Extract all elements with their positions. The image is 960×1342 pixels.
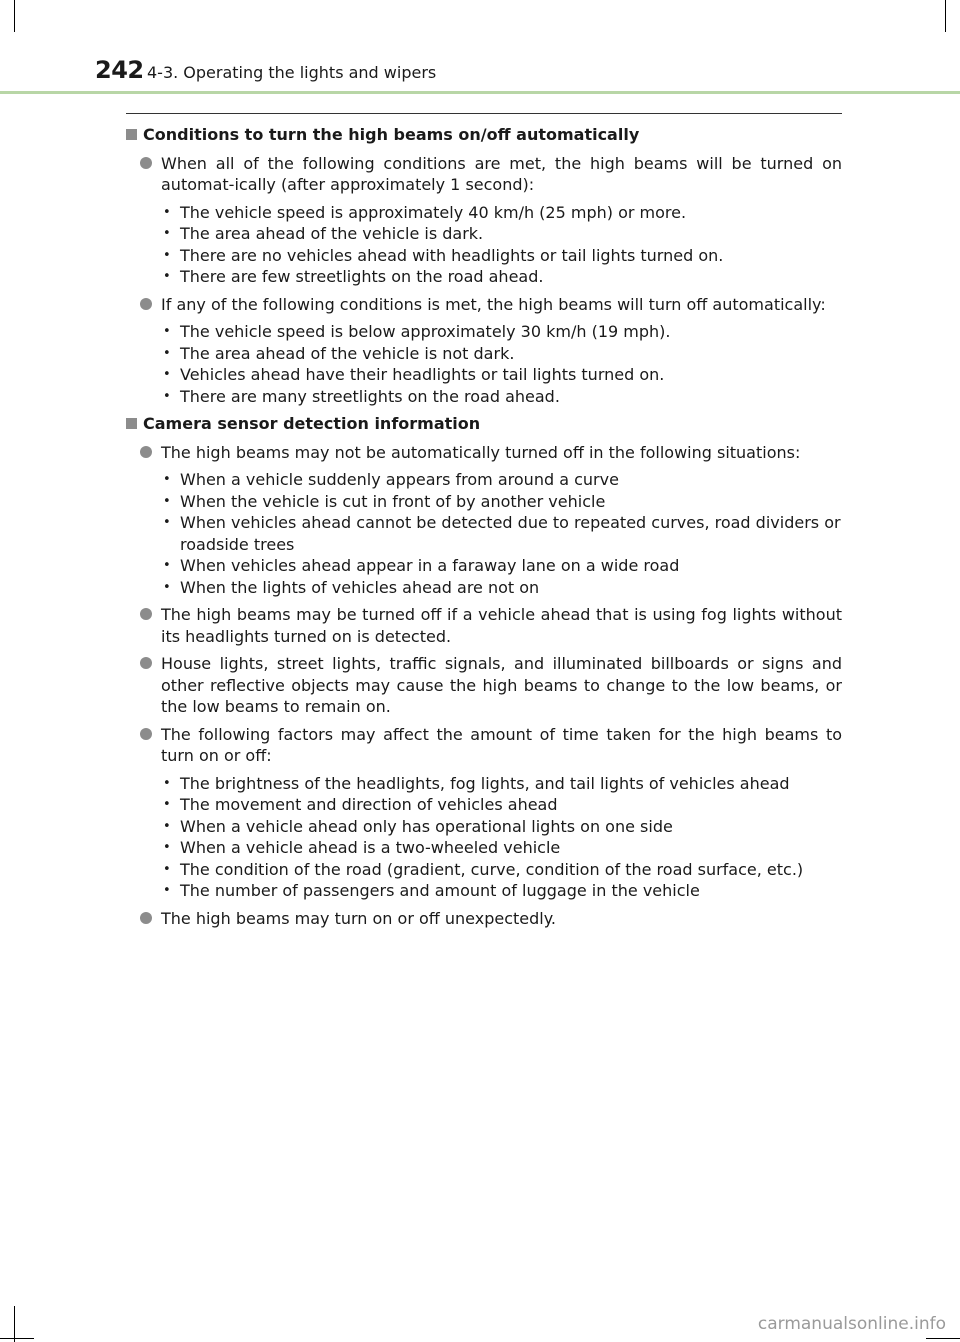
circle-bullet-icon [140,157,152,169]
sub-list-item: • When the vehicle is cut in front of by another vehicle [161,491,842,513]
sub-list-item: • When the lights of vehicles ahead are not on [161,577,842,599]
sub-list-item: • When a vehicle ahead is a two-wheeled vehicle [161,837,842,859]
list-item-text: When all of the following conditions are met, the high beams will be turned on automat-ically (after approximately 1 second): [161,153,842,194]
sub-list-item: • The number of passengers and amount of luggage in the vehicle [161,880,842,902]
list-item-text: House lights, street lights, traffic signals, and illuminated billboards or signs and other reflective objects may cause the high beams to change to the low beams, or the low beams to remain on. [161,654,842,716]
sub-list-item: • The vehicle speed is below approximately 30 km/h (19 mph). [161,321,842,343]
circle-bullet-icon [140,912,152,924]
header-rule [0,91,960,94]
section-heading [126,413,842,435]
list-item-text: The following factors may affect the amount of time taken for the high beams to turn on or off: [161,724,842,765]
list-item-text: The high beams may be turned off if a vehicle ahead that is using fog lights without its headlights turned on is detected. [161,605,842,646]
list-item [126,908,842,930]
section-heading [126,124,842,146]
sub-list [161,202,842,288]
sub-list-item: • When a vehicle suddenly appears from around a curve [161,469,842,491]
sub-list-item: • The movement and direction of vehicles ahead [161,794,842,816]
circle-bullet-icon [140,657,152,669]
circle-bullet-icon [140,298,152,310]
sub-list-item: • The brightness of the headlights, fog lights, and tail lights of vehicles ahead [161,773,842,795]
list-item [126,724,842,902]
sub-list-item: • The area ahead of the vehicle is not dark. [161,343,842,365]
sub-list-item: • There are no vehicles ahead with headlights or tail lights turned on. [161,245,842,267]
crop-mark-bottom-right-horizontal [926,1338,960,1339]
list-item-text: The high beams may not be automatically turned off in the following situations: [161,442,801,462]
sub-list-item: • The condition of the road (gradient, curve, condition of the road surface, etc.) [161,859,842,881]
page-content [126,124,842,935]
square-bullet-icon [126,129,137,140]
crop-mark-top-left-vertical [14,0,15,32]
list-item [126,442,842,599]
circle-bullet-icon [140,608,152,620]
sub-list [161,469,842,598]
sub-list-item: • When a vehicle ahead only has operational lights on one side [161,816,842,838]
list-item [126,153,842,288]
circle-bullet-icon [140,446,152,458]
sub-list-item: • When vehicles ahead cannot be detected due to repeated curves, road dividers or roadside trees [161,512,842,555]
list-item [126,604,842,647]
sub-list-item: • The area ahead of the vehicle is dark. [161,223,842,245]
sub-list-item: • The vehicle speed is approximately 40 km/h (25 mph) or more. [161,202,842,224]
content-top-rule [126,113,842,114]
list-item [126,294,842,408]
sub-list-item: • Vehicles ahead have their headlights or tail lights turned on. [161,364,842,386]
crop-mark-bottom-left-horizontal [0,1338,34,1339]
list-item [126,653,842,718]
sub-list-item: • There are many streetlights on the road ahead. [161,386,842,408]
sub-list-item: • There are few streetlights on the road ahead. [161,266,842,288]
sub-list [161,321,842,407]
page-header [0,52,960,96]
footer-watermark: carmanualsonline.info [757,1314,946,1334]
section-heading-text: Conditions to turn the high beams on/off automatically [143,125,640,144]
crop-mark-top-right-vertical [945,0,946,32]
sub-list [161,773,842,902]
list-item-text: If any of the following conditions is met, the high beams will turn off automatically: [161,294,826,314]
page-number: 242 [95,56,144,84]
square-bullet-icon [126,418,137,429]
circle-bullet-icon [140,728,152,740]
list-item-text: The high beams may turn on or off unexpectedly. [161,908,556,928]
sub-list-item: • When vehicles ahead appear in a faraway lane on a wide road [161,555,842,577]
section-heading-text: Camera sensor detection information [143,414,481,433]
section-title: 4-3. Operating the lights and wipers [147,63,437,82]
crop-mark-bottom-left-vertical [14,1306,15,1342]
